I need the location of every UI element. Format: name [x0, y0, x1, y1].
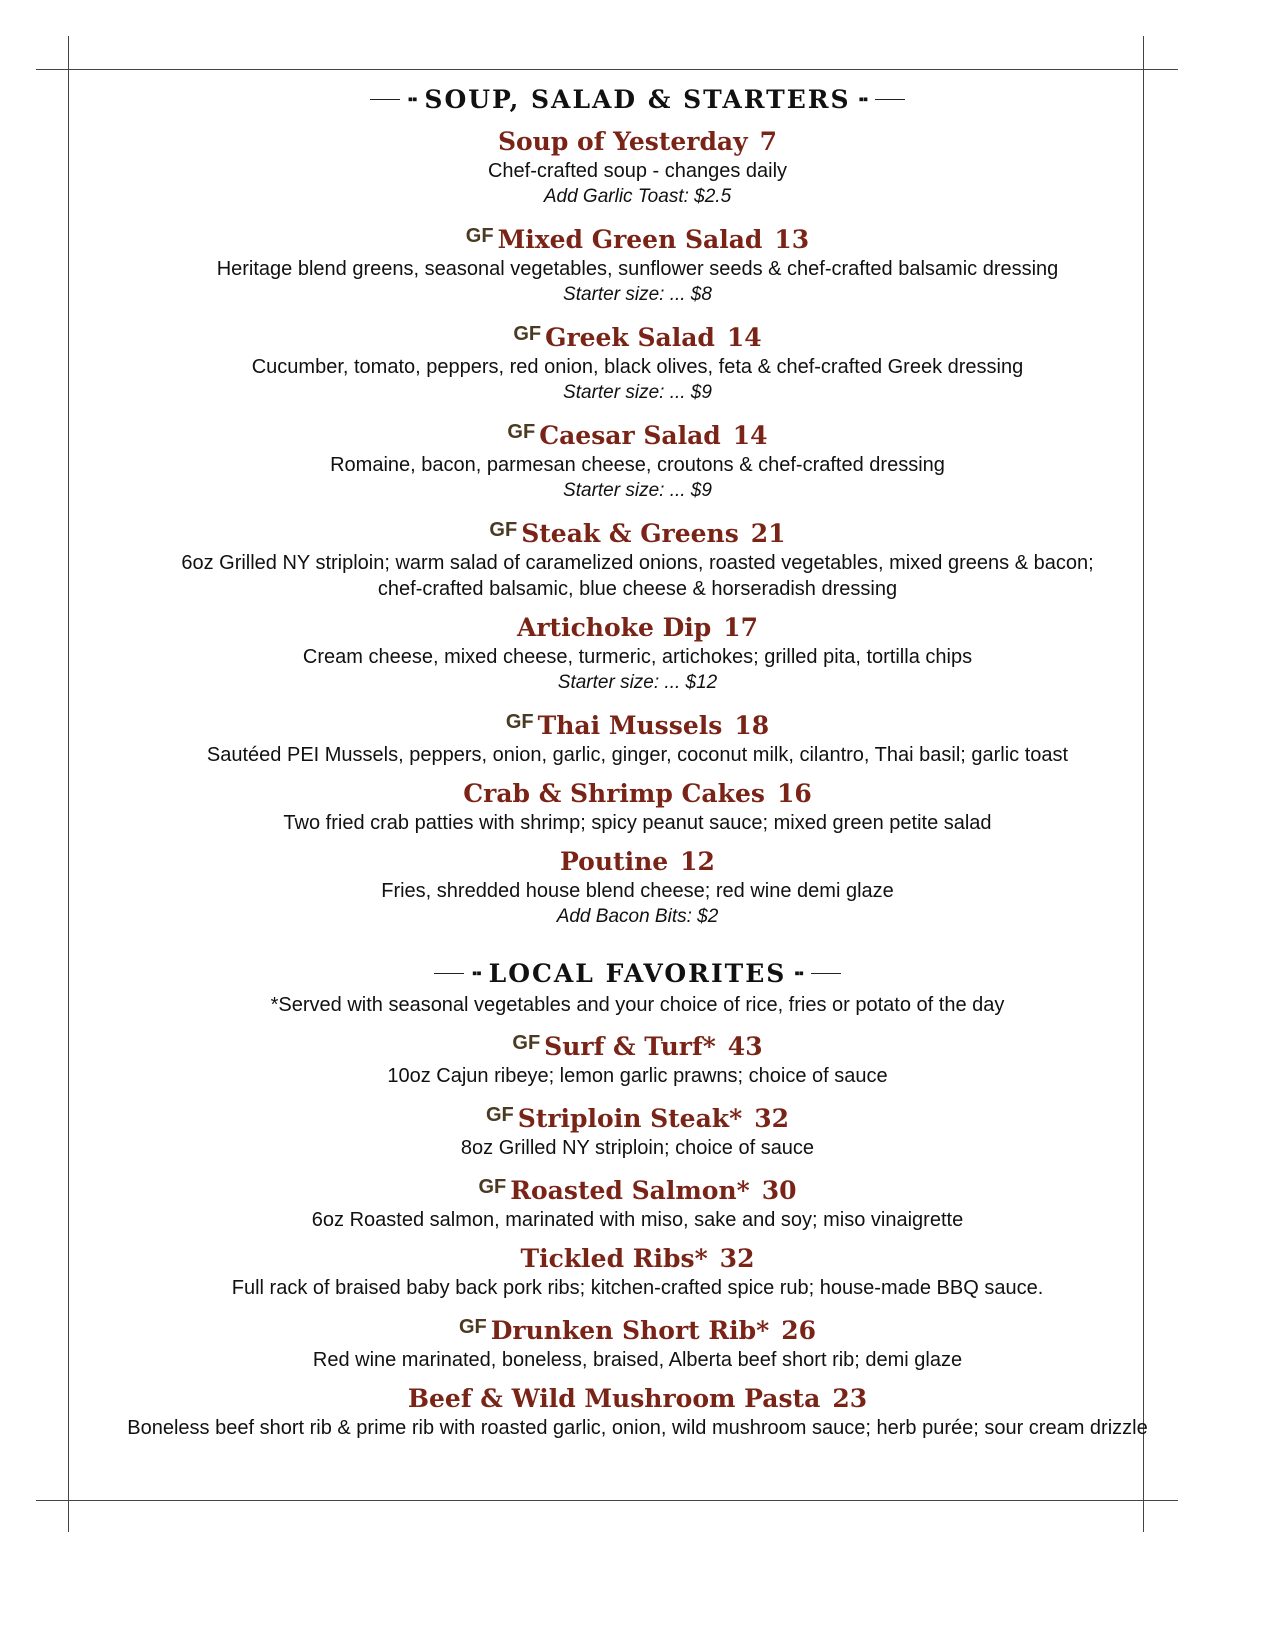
- menu-item: [72, 126, 1203, 210]
- menu-item-heading: [72, 318, 1203, 354]
- menu-item-name: Crab & Shrimp Cakes: [463, 779, 765, 808]
- gluten-free-badge: GF: [505, 711, 534, 733]
- section-header: [72, 956, 1203, 990]
- menu-item-name: Thai Mussels: [537, 711, 723, 740]
- menu-item-name: Mixed Green Salad: [497, 225, 763, 254]
- menu-item-heading: [72, 1099, 1203, 1135]
- menu-item-description: Romaine, bacon, parmesan cheese, croutons & chef-crafted dressing: [330, 454, 945, 476]
- section-ornament-right-icon: ▪▪: [794, 964, 803, 982]
- menu-item-addon: Add Bacon Bits: $2: [556, 906, 719, 927]
- menu-item-price: 18: [734, 711, 770, 740]
- menu-item-description: 6oz Roasted salmon, marinated with miso, sake and soy; miso vinaigrette: [311, 1209, 964, 1231]
- menu-item: [72, 220, 1203, 308]
- menu-item-description: Full rack of braised baby back pork ribs; kitchen-crafted spice rub; house-made BBQ sauce.: [231, 1277, 1044, 1299]
- menu-item-heading: [72, 126, 1203, 158]
- menu-item-price: 32: [754, 1104, 789, 1133]
- menu-item: [72, 846, 1203, 930]
- menu-item: [72, 1099, 1203, 1161]
- crop-mark-bottom-line: [36, 1500, 1178, 1501]
- section-ornament-left-icon: ▪▪: [472, 964, 481, 982]
- menu-item-heading: [72, 1171, 1203, 1207]
- section-rule-left: [370, 99, 400, 100]
- gluten-free-badge: GF: [513, 323, 542, 345]
- menu-item-price: 26: [781, 1316, 817, 1345]
- menu-item-heading: [72, 1027, 1203, 1063]
- section-spacer: [72, 940, 1203, 956]
- menu-item-description: Sautéed PEI Mussels, peppers, onion, garlic, ginger, coconut milk, cilantro, Thai basil; garlic toast: [206, 744, 1069, 766]
- menu-item-price: 16: [776, 779, 812, 808]
- menu-section: [72, 82, 1203, 930]
- menu-item: [72, 1027, 1203, 1089]
- menu-item-price: 21: [750, 519, 786, 548]
- menu-item-name: Striploin Steak*: [517, 1104, 743, 1133]
- menu-item-price: 13: [774, 225, 810, 254]
- menu-section: [72, 956, 1203, 1441]
- gluten-free-badge: GF: [458, 1316, 487, 1338]
- menu-item-name: Drunken Short Rib*: [490, 1316, 770, 1345]
- menu-item-name: Beef & Wild Mushroom Pasta: [407, 1384, 821, 1413]
- menu-item-price: 32: [719, 1244, 755, 1273]
- menu-item-description: Two fried crab patties with shrimp; spicy peanut sauce; mixed green petite salad: [283, 812, 992, 834]
- menu-item-heading: [72, 514, 1203, 550]
- menu-item-addon: Starter size: ... $8: [563, 284, 712, 305]
- menu-item: [72, 778, 1203, 836]
- gluten-free-badge: GF: [486, 1104, 514, 1126]
- menu-item-heading: [72, 220, 1203, 256]
- menu-item-heading: [72, 1383, 1203, 1415]
- menu-item-heading: [72, 1311, 1203, 1347]
- gluten-free-badge: GF: [512, 1032, 541, 1054]
- section-title: SOUP, SALAD & STARTERS: [424, 84, 851, 114]
- menu-item-addon: Add Garlic Toast: $2.5: [543, 186, 732, 207]
- menu-item-heading: [72, 846, 1203, 878]
- section-header: [72, 82, 1203, 116]
- menu-item: [72, 1171, 1203, 1233]
- menu-item: [72, 706, 1203, 768]
- menu-item-addon: Starter size: ... $9: [563, 382, 712, 403]
- section-rule-right: [875, 99, 905, 100]
- gluten-free-badge: GF: [489, 519, 518, 541]
- menu-page: [72, 82, 1203, 1451]
- section-rule-right: [811, 973, 841, 974]
- menu-item-description: Boneless beef short rib & prime rib with roasted garlic, onion, wild mushroom sauce; herb purée; sour cream drizzle: [127, 1417, 1148, 1439]
- section-note: *Served with seasonal vegetables and your choice of rice, fries or potato of the day: [270, 994, 1005, 1016]
- section-ornament-right-icon: ▪▪: [858, 90, 868, 108]
- menu-item-name: Caesar Salad: [539, 421, 721, 450]
- crop-mark-left-line: [68, 36, 69, 1532]
- menu-item-name: Steak & Greens: [521, 519, 739, 548]
- menu-item: [72, 1243, 1203, 1301]
- menu-item-description: 8oz Grilled NY striploin; choice of sauce: [460, 1137, 815, 1159]
- menu-item-price: 12: [680, 847, 715, 876]
- menu-item-description: 6oz Grilled NY striploin; warm salad of caramelized onions, roasted vegetables, mixed greens & bacon;: [181, 552, 1094, 574]
- menu-item-price: 7: [759, 127, 778, 156]
- menu-item-name: Greek Salad: [545, 323, 715, 352]
- menu-item-heading: [72, 778, 1203, 810]
- menu-item: [72, 514, 1203, 602]
- menu-item-name: Soup of Yesterday: [497, 127, 748, 156]
- menu-item-price: 14: [732, 421, 768, 450]
- menu-item: [72, 416, 1203, 504]
- section-rule-left: [434, 973, 464, 974]
- section-title: LOCAL FAVORITES: [488, 958, 787, 988]
- menu-item-name: Surf & Turf*: [544, 1032, 716, 1061]
- menu-item-heading: [72, 416, 1203, 452]
- menu-item: [72, 1383, 1203, 1441]
- menu-item-name: Tickled Ribs*: [520, 1244, 708, 1273]
- gluten-free-badge: GF: [465, 225, 494, 247]
- menu-item-addon: Starter size: ... $9: [563, 480, 712, 501]
- gluten-free-badge: GF: [507, 421, 536, 443]
- menu-item: [72, 318, 1203, 406]
- menu-item-description-line2: chef-crafted balsamic, blue cheese & horseradish dressing: [377, 578, 898, 600]
- crop-mark-top-line: [36, 69, 1178, 70]
- menu-item: [72, 1311, 1203, 1373]
- menu-item-description: Red wine marinated, boneless, braised, Alberta beef short rib; demi glaze: [312, 1349, 963, 1371]
- menu-item-description: Cucumber, tomato, peppers, red onion, black olives, feta & chef-crafted Greek dressing: [251, 356, 1024, 378]
- menu-sections: [72, 82, 1203, 1441]
- menu-item-description: Fries, shredded house blend cheese; red wine demi glaze: [381, 880, 894, 902]
- menu-item-price: 30: [761, 1176, 797, 1205]
- menu-item-heading: [72, 706, 1203, 742]
- menu-item-description: Cream cheese, mixed cheese, turmeric, artichokes; grilled pita, tortilla chips: [302, 646, 973, 668]
- menu-item-heading: [72, 612, 1203, 644]
- menu-item: [72, 612, 1203, 696]
- menu-item-description: Heritage blend greens, seasonal vegetables, sunflower seeds & chef-crafted balsamic dressing: [216, 258, 1059, 280]
- menu-item-name: Roasted Salmon*: [510, 1176, 750, 1205]
- menu-item-description: Chef-crafted soup - changes daily: [487, 160, 788, 182]
- menu-item-price: 14: [726, 323, 762, 352]
- menu-item-price: 17: [723, 613, 759, 642]
- menu-item-name: Artichoke Dip: [516, 613, 712, 642]
- menu-item-description: 10oz Cajun ribeye; lemon garlic prawns; choice of sauce: [387, 1065, 888, 1087]
- menu-item-addon: Starter size: ... $12: [557, 672, 718, 693]
- menu-item-heading: [72, 1243, 1203, 1275]
- gluten-free-badge: GF: [478, 1176, 507, 1198]
- menu-item-name: Poutine: [560, 847, 669, 876]
- menu-item-price: 23: [832, 1384, 868, 1413]
- menu-item-price: 43: [727, 1032, 763, 1061]
- section-ornament-left-icon: ▪▪: [407, 90, 417, 108]
